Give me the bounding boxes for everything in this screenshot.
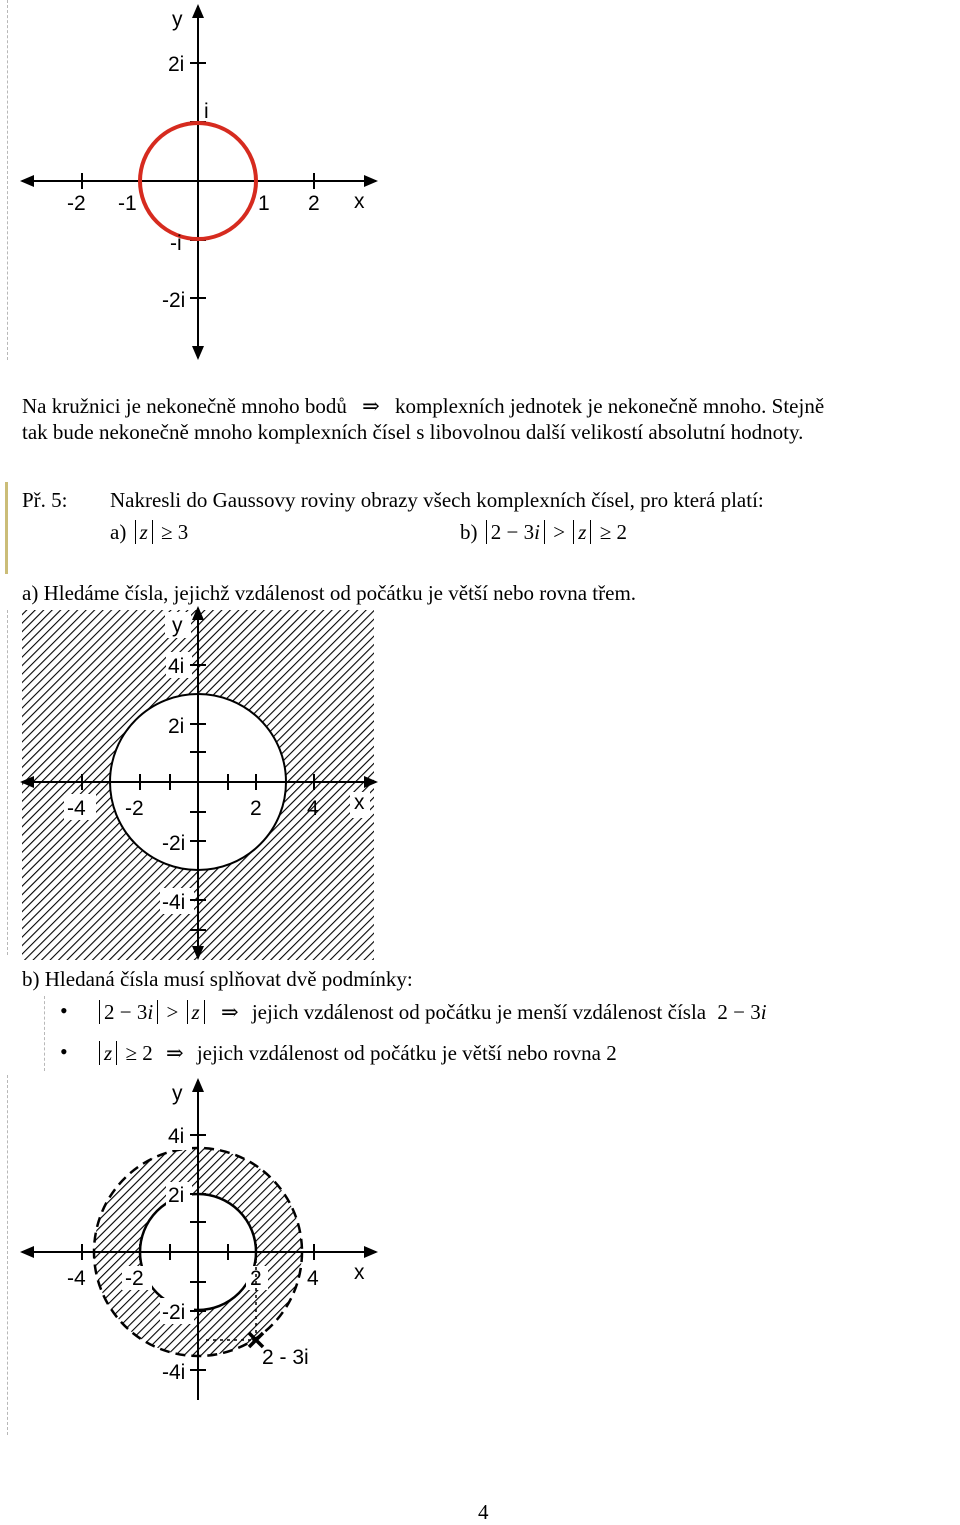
y-axis-label: y <box>172 1082 183 1105</box>
tick-y-neg2i: -2i <box>162 1301 186 1324</box>
tick-x-neg4: -4 <box>67 1267 86 1290</box>
tick-x-4: 4 <box>307 1267 319 1290</box>
tick-y-2i: 2i <box>168 53 185 76</box>
paragraph-line-1: Na kružnici je nekonečně mnoho bodů ⇒ komplexních jednotek je nekonečně mnoho. Stejně <box>22 394 825 418</box>
tick-y-2i: 2i <box>168 715 185 738</box>
tick-x-1: 1 <box>258 192 270 215</box>
task-a: a) z ≥ 3 <box>110 520 189 544</box>
tick-y-neg4i: -4i <box>162 891 186 914</box>
abs-z: z <box>573 520 591 544</box>
x-axis-label: x <box>354 1261 365 1284</box>
tick-y-neg2i: -2i <box>162 289 186 312</box>
tick-x-2: 2 <box>250 797 262 820</box>
tick-x-neg2: -2 <box>125 797 144 820</box>
y-axis-label: y <box>172 8 183 31</box>
condition-2: z ≥ 2 ⇒ jejich vzdálenost od počátku je větší nebo rovna 2 <box>96 1040 617 1066</box>
implies-arrow: ⇒ <box>165 1041 184 1065</box>
abs-2-minus-3i: 2 − 3i <box>99 1000 158 1024</box>
abs-z: z <box>99 1041 117 1065</box>
tick-x-4: 4 <box>307 797 319 820</box>
paragraph-line-2: tak bude nekonečně mnoho komplexních čísel s libovolnou další velikostí absolutní hodnoty. <box>22 420 804 444</box>
example-label: Př. 5: <box>22 488 68 512</box>
abs-z: z <box>187 1000 205 1024</box>
tick-x-neg4: -4 <box>67 797 86 820</box>
y-axis-label: y <box>172 614 183 637</box>
example-text: Nakresli do Gaussovy roviny obrazy všech komplexních čísel, pro která platí: <box>110 488 764 512</box>
condition-1: 2 − 3i > z ⇒ jejich vzdálenost od počátku je menší vzdálenost čísla 2 − 3i <box>96 999 767 1025</box>
tick-y-4i: 4i <box>168 655 185 678</box>
tick-y-i: i <box>204 100 209 123</box>
tick-y-neg2i: -2i <box>162 832 186 855</box>
tick-x-neg2: -2 <box>67 192 86 215</box>
page-number: 4 <box>478 1500 489 1524</box>
tick-y-neg4i: -4i <box>162 1361 186 1384</box>
part-a-text: a) Hledáme čísla, jejichž vzdálenost od počátku je větší nebo rovna třem. <box>22 581 637 605</box>
implies-arrow: ⇒ <box>362 394 380 418</box>
part-a-figure <box>0 602 380 962</box>
tick-y-2i: 2i <box>168 1184 185 1207</box>
bullet-margin-line <box>44 996 45 1071</box>
x-axis-label: x <box>354 791 365 814</box>
abs-2-minus-3i: 2 − 3i <box>486 520 545 544</box>
example-bar <box>5 482 8 574</box>
tick-x-2: 2 <box>250 1267 262 1290</box>
part-b-intro: b) Hledaná čísla musí splňovat dvě podmínky: <box>22 967 413 991</box>
task-b: b) 2 − 3i > z ≥ 2 <box>460 520 627 544</box>
part-b-figure <box>0 1072 420 1402</box>
bullet-1: • <box>60 998 68 1023</box>
implies-arrow: ⇒ <box>220 1000 239 1024</box>
tick-y-neg-i: -i <box>170 232 182 255</box>
tick-x-neg1: -1 <box>118 192 137 215</box>
bullet-2: • <box>60 1039 68 1064</box>
tick-y-4i: 4i <box>168 1125 185 1148</box>
unit-circle-figure <box>0 0 960 370</box>
point-label: 2 - 3i <box>262 1346 309 1369</box>
x-axis-label: x <box>354 190 365 213</box>
tick-x-2: 2 <box>308 192 320 215</box>
tick-x-neg2: -2 <box>125 1267 144 1290</box>
abs-z: z <box>135 520 153 544</box>
